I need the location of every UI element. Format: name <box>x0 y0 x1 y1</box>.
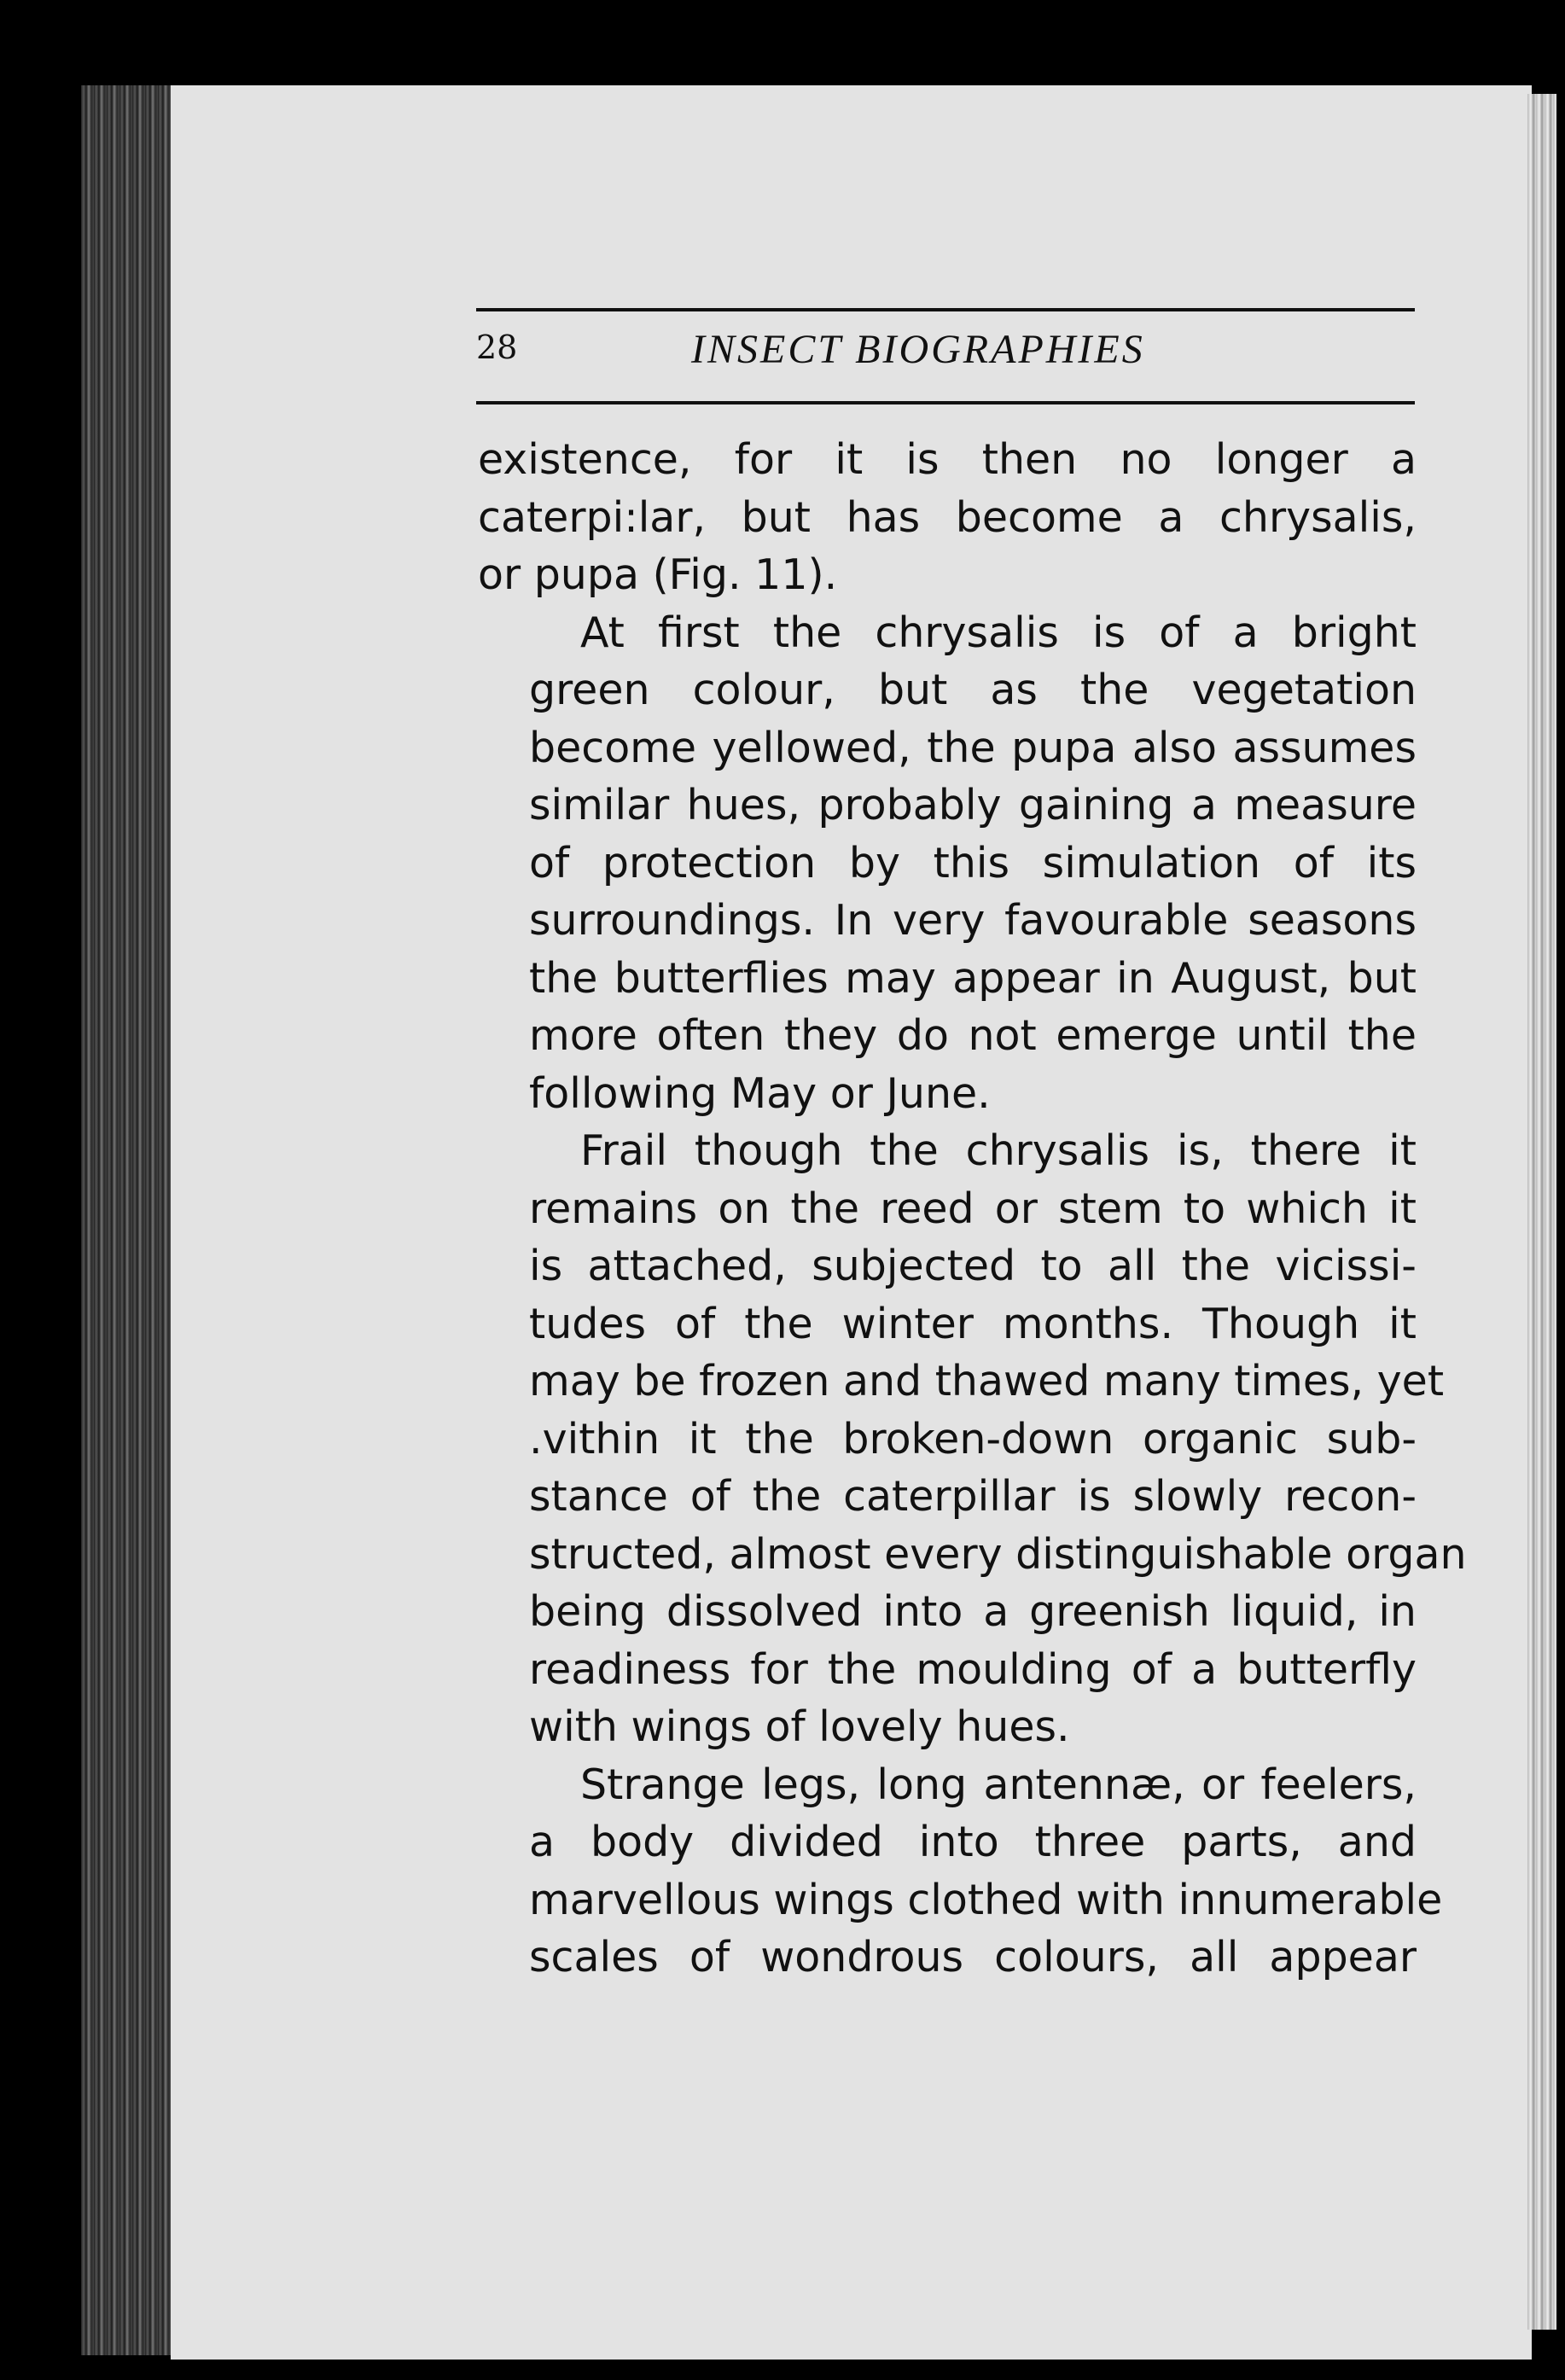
text-line: stance of the caterpillar is slowly recon- <box>529 1472 1417 1521</box>
paragraph-1 <box>478 431 1417 604</box>
text-line: following May or June. <box>529 1068 991 1118</box>
text-line: may be frozen and thawed many times, yet <box>529 1357 1445 1405</box>
text-line: caterpi:lar, but has become a chrysalis, <box>478 492 1417 542</box>
text-line: a body divided into three parts, and <box>529 1818 1417 1866</box>
text-line: tudes of the winter months. Though it <box>529 1299 1417 1348</box>
text-line: .vithin it the broken-down organic sub- <box>529 1414 1417 1463</box>
text-line: marvellous wings clothed with innumerable <box>529 1875 1443 1924</box>
text-line: readiness for the moulding of a butterfly <box>529 1644 1417 1694</box>
text-line: remains on the reed or stem to which it <box>529 1184 1417 1233</box>
paragraph-4 <box>478 1756 1443 1987</box>
header-rule-top <box>476 308 1415 311</box>
text-line: become yellowed, the pupa also assumes <box>529 723 1417 772</box>
body-text <box>478 431 1467 1987</box>
header-rule-bottom <box>476 401 1415 404</box>
text-line: existence, for it is then no longer a <box>478 435 1417 484</box>
text-line: surroundings. In very favourable seasons <box>529 896 1417 945</box>
text-line: At first the chrysalis is of a bright <box>580 608 1417 657</box>
text-line: being dissolved into a greenish liquid, in <box>529 1587 1417 1636</box>
text-line: similar hues, probably gaining a measure <box>529 781 1417 829</box>
running-title: INSECT BIOGRAPHIES <box>691 327 1145 372</box>
text-line: or pupa (Fig. 11). <box>478 550 838 599</box>
text-line: Frail though the chrysalis is, there it <box>580 1126 1417 1175</box>
text-line: Strange legs, long antennæ, or feelers, <box>580 1760 1417 1809</box>
text-line: with wings of lovely hues. <box>529 1702 1070 1751</box>
page-edge <box>1527 94 1556 2330</box>
text-line: is attached, subjected to all the vicissi- <box>529 1242 1417 1290</box>
paragraph-2 <box>478 604 1417 1123</box>
paragraph-3 <box>478 1122 1467 1756</box>
book-spine <box>81 85 175 2355</box>
text-line: structed, almost every distinguishable organ <box>529 1529 1467 1579</box>
page-number: 28 <box>476 329 518 366</box>
text-line: more often they do not emerge until the <box>529 1011 1417 1060</box>
text-line: scales of wondrous colours, all appear <box>529 1933 1417 1981</box>
text-line: green colour, but as the vegetation <box>529 666 1417 714</box>
text-line: of protection by this simulation of its <box>529 838 1417 887</box>
text-line: the butterflies may appear in August, but <box>529 953 1417 1003</box>
